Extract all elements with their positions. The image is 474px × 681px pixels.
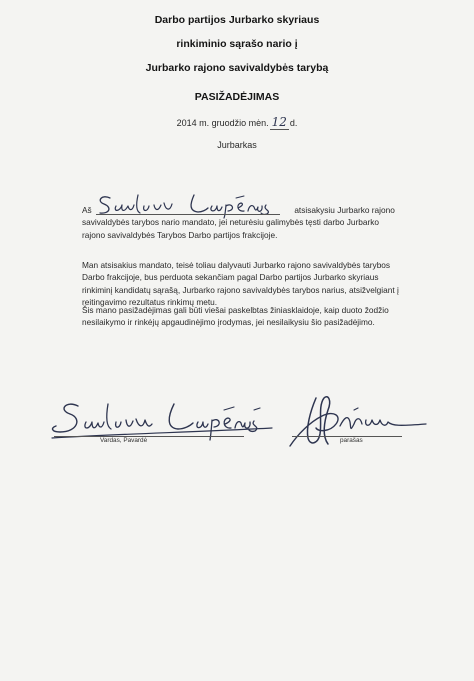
date-prefix: 2014 m. gruodžio mėn.	[176, 118, 269, 128]
paragraph-3: Šis mano pasižadėjimas gali būti viešai paskelbtas žiniasklaidoje, kaip duoto žodžio nesilaikymo ir rinkėjų apgaudinėjimo įrodymas, jei nesilaikysiu šio pasižadėjimo.	[82, 305, 389, 328]
date-line	[0, 115, 474, 130]
header-line-1: Darbo partijos Jurbarko skyriaus	[154, 14, 320, 26]
name-signature-drawing	[48, 398, 278, 444]
header-line-3: Jurbarko rajono savivaldybės tarybą	[145, 62, 329, 74]
header-line-2: rinkiminio sąrašo nario į	[176, 38, 298, 50]
date-day-handwritten: 12	[271, 115, 287, 129]
paragraph-1-text: atsisakysiu Jurbarko rajono savivaldybės tarybos nario mandato, jei neturėsiu galimybės tęsti darbo Jurbarko rajono savivaldybės Tarybos Darbo partijos frakcijoje.	[82, 205, 395, 240]
place: Jurbarkas	[217, 140, 257, 150]
name-signature-line	[54, 436, 244, 437]
name-underline	[96, 214, 280, 215]
paragraph-2: Man atsisakius mandato, teisė toliau dalyvauti Jurbarko rajono savivaldybės tarybos Darbo frakcijoje, bus perduota sekančiam pagal Darbo partijos Jurbarko skyriaus rinkiminį kandidatų sąrašą, Jurbarko rajono savivaldybės tarybos narius, atsižvelgiant į reitingavimo rezultatus rinkimų metu.	[82, 260, 399, 308]
document-title: PASIŽADĖJIMAS	[194, 91, 280, 103]
name-caption: Vardas, Pavardė	[100, 437, 148, 444]
signature-caption: parašas	[340, 437, 363, 444]
paragraph-1-prefix: Aš	[82, 205, 92, 215]
date-suffix: d.	[289, 118, 298, 128]
signature-drawing	[288, 392, 430, 454]
